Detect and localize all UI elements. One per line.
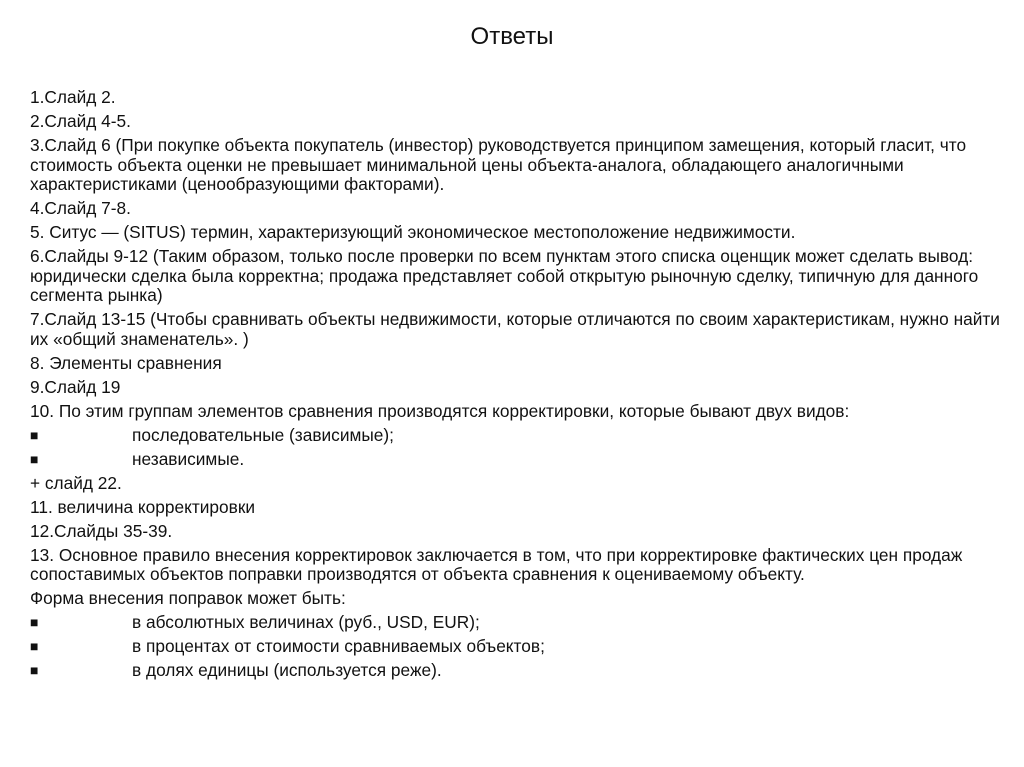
adjustment-form-heading: Форма внесения поправок может быть: — [30, 588, 346, 608]
bullet-square-icon: ■ — [30, 662, 39, 678]
bullet-square-icon: ■ — [30, 450, 39, 467]
answer-10-note: + слайд 22. — [30, 472, 122, 493]
answers-list — [30, 88, 1005, 685]
answer-2: 2.Слайд 4-5. — [30, 111, 131, 131]
bullet-text: в долях единицы (используется реже). — [132, 660, 442, 680]
bullet-item — [30, 426, 1005, 446]
bullet-text: независимые. — [132, 448, 245, 469]
answer-10: 10. По этим группам элементов сравнения производятся корректировки, которые бывают двух видов: — [30, 400, 850, 421]
bullet-item — [30, 450, 1005, 470]
answer-1: 1.Слайд 2. — [30, 87, 116, 107]
bullet-text: в процентах от стоимости сравниваемых объектов; — [132, 636, 545, 656]
bullet-item — [30, 661, 1005, 681]
answer-3: 3.Слайд 6 (При покупке объекта покупатель (инвестор) руководствуется принципом замещения, который гласит, что стоимость объекта оценки не превышает минимальной цены объекта-аналога, обладающего аналогичными характеристиками (ценообразующими факторами). — [30, 135, 967, 194]
answer-8: 8. Элементы сравнения — [30, 352, 222, 373]
bullet-item — [30, 613, 1005, 633]
slide-title: Ответы — [470, 23, 554, 50]
answer-9: 9.Слайд 19 — [30, 376, 121, 397]
answer-6: 6.Слайды 9-12 (Таким образом, только после проверки по всем пунктам этого списка оценщик может сделать вывод: юридически сделка была корректна; продажа представляет собой открытую рыночную сделку, типичную для данного сегмента рынка) — [30, 246, 979, 305]
bullet-square-icon: ■ — [30, 614, 39, 630]
answer-5: 5. Ситус — (SITUS) термин, характеризующий экономическое местоположение недвижимости. — [30, 222, 796, 242]
bullet-item — [30, 637, 1005, 657]
answer-11: 11. величина корректировки — [30, 496, 256, 517]
bullet-text: последовательные (зависимые); — [132, 424, 394, 445]
answer-12: 12.Слайды 35-39. — [30, 520, 173, 541]
answer-4: 4.Слайд 7-8. — [30, 198, 131, 218]
answer-7: 7.Слайд 13-15 (Чтобы сравнивать объекты недвижимости, которые отличаются по своим характеристикам, нужно найти их «общий знаменатель». ) — [30, 309, 1000, 349]
answer-13: 13. Основное правило внесения корректировок заключается в том, что при корректировке фактических цен продаж сопоставимых объектов поправки производятся от объекта сравнения к оцениваемому объекту. — [30, 544, 963, 584]
bullet-square-icon: ■ — [30, 638, 39, 654]
bullet-text: в абсолютных величинах (руб., USD, EUR); — [132, 612, 480, 632]
bullet-square-icon: ■ — [30, 426, 39, 443]
